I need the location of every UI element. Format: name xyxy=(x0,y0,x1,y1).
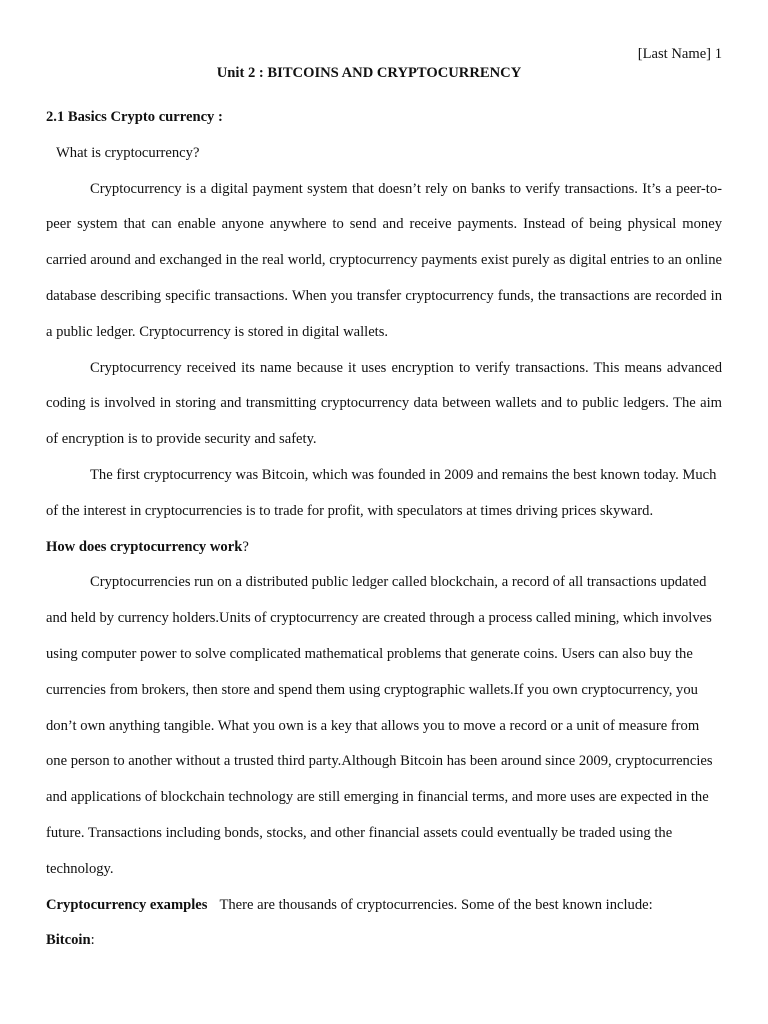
document-title: Unit 2 : BITCOINS AND CRYPTOCURRENCY xyxy=(216,65,522,81)
paragraph-first-cryptocurrency: The first cryptocurrency was Bitcoin, which was founded in 2009 and remains the best known today. Much of the interest in cryptocurrencies is to trade for profit, with speculators at times driving prices skyward. xyxy=(46,466,717,519)
paragraph-how-it-works: Cryptocurrencies run on a distributed public ledger called blockchain, a record of all transactions updated and held by currency holders.Units of cryptocurrency are created through a process called mining, which involves using computer power to solve complicated mathematical problems that generate coins. Users can also buy the currencies from brokers, then store and spend them using cryptographic wallets.If you own cryptocurrency, you don’t own anything tangible. What you own is a key that allows you to move a record or a unit of measure from one person to another without a trusted third party.Although Bitcoin has been around since 2009, cryptocurrencies and applications of blockchain technology are still emerging in financial terms, and more uses are expected in the future. Transactions including bonds, stocks, and other financial assets could eventually be traded using the technology. xyxy=(46,574,713,877)
paragraph-name-origin: Cryptocurrency received its name because it uses encryption to verify transactions. This means advanced coding is involved in storing and transmitting cryptocurrency data between wallets and to public ledgers. The aim of encryption is to provide security and safety. xyxy=(46,359,722,448)
heading-examples: Cryptocurrency examples There are thousands of cryptocurrencies. Some of the best known include: xyxy=(46,896,653,913)
heading-bitcoin: Bitcoin: xyxy=(46,932,95,949)
running-head: [Last Name] 1 xyxy=(637,46,722,62)
question-what-is-cryptocurrency: What is cryptocurrency? xyxy=(56,144,200,161)
paragraph-definition: Cryptocurrency is a digital payment system that doesn’t rely on banks to verify transactions. It’s a peer-to-peer system that can enable anyone anywhere to send and receive payments. Instead of being physical money carried around and exchanged in the real world, cryptocurrency payments exist purely as digital entries to an online database describing specific transactions. When you transfer cryptocurrency funds, the transactions are recorded in a public ledger. Cryptocurrency is stored in digital wallets. xyxy=(46,180,722,340)
section-heading: 2.1 Basics Crypto currency : xyxy=(46,109,223,125)
document-body xyxy=(46,100,722,959)
heading-how-it-works: How does cryptocurrency work? xyxy=(46,538,249,555)
